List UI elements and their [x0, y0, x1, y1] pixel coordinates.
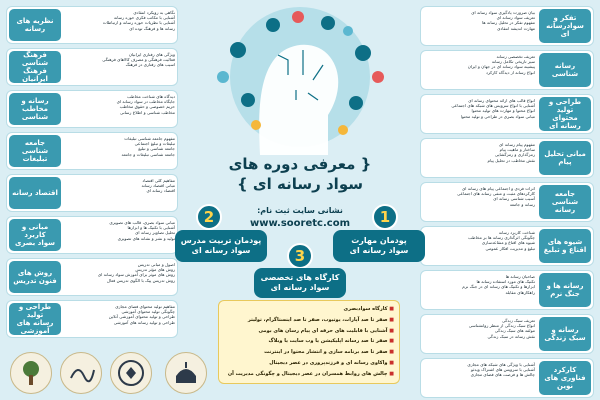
bullet-icon: ■	[387, 349, 394, 356]
topic-line: ساختار و ماهیت پیام	[499, 147, 535, 153]
workshops-panel	[218, 300, 400, 384]
bullet-icon: ■	[387, 370, 394, 377]
topic-line: فعالیت فرهنگی و مصرف کالاهای فرهنگی	[102, 57, 175, 63]
center-graphic	[178, 5, 422, 155]
right-topic-label: مبانی تحلیل پیام	[539, 141, 591, 175]
logo-dome	[165, 352, 207, 394]
workshop-text: واکاوی رسانه ای و فرزندپروری در عصر دیجیتال	[269, 359, 388, 366]
left-topic-8	[6, 300, 178, 338]
right-topic-label: طراحی و تولید محتوای رسانه ای	[539, 97, 591, 131]
topic-line: دیدگاه های شناخت مخاطب	[127, 94, 175, 99]
workshop-text: صفر تا صد برنامه سازی و انتشار محتوا در اینترنت	[264, 349, 388, 356]
right-topic-6	[420, 226, 594, 266]
topic-line: چگونگی تولید محتوای آموزشی	[121, 309, 175, 315]
topic-line: مفهوم تفکر در تحلیل رسانه ها	[482, 20, 535, 26]
workshop-item	[222, 369, 394, 380]
topic-line: انواع رسانه از دیدگاه کارکرد	[485, 69, 535, 75]
logo-seal	[110, 352, 152, 394]
right-topic-label: شیوه های اقناع و تبلیغ	[539, 229, 591, 263]
right-topic-2	[420, 50, 594, 90]
topic-line: اسیب های رفتاری در فرهنگ	[125, 62, 175, 68]
left-topic-lines	[65, 10, 175, 42]
topic-line: تعریف سبک زندگی	[501, 318, 535, 323]
topic-line: مبانی سواد بصری، قالب های تصویری	[109, 220, 175, 225]
left-topic-6	[6, 216, 178, 254]
topic-line: مفاهیم کلی اقتصاد	[142, 178, 175, 183]
right-topic-label: جامعه شناسی رسانه	[539, 185, 591, 219]
workshop-item	[222, 358, 394, 369]
topic-line: آشنایی با سرویس های اشتراک ویدئو	[471, 367, 535, 373]
right-topic-1	[420, 6, 594, 46]
topic-line: تبلیغات و تبلیغ اجتماعی	[134, 141, 175, 147]
left-topic-label: مبانی و کاربرد سواد بصری	[9, 219, 61, 251]
page-title-line2: سواد رسانه ای }	[237, 175, 363, 193]
seal-icon	[116, 358, 146, 388]
left-topic-5	[6, 174, 178, 212]
topic-line: جایگاه مخاطب در سواد رسانه ای	[116, 99, 175, 105]
topic-line: طراحی و تولید محتوای آموزشی آنلاین	[108, 314, 175, 320]
topic-line: شیوه های اقناع و متقاعدسازی	[481, 240, 535, 246]
topic-line: طراحی و تولید رسانه های آموزشی	[113, 319, 175, 325]
bullet-icon: ■	[387, 338, 394, 345]
bullet-icon: ■	[387, 359, 394, 366]
topic-line: نقش رسانه در سبک زندگی	[487, 333, 535, 339]
right-topic-lines	[423, 142, 535, 176]
topic-line: حریم خصوصی و حقوق مخاطب	[119, 104, 175, 110]
logo-tree	[10, 352, 52, 394]
topic-line: آشنایی با انواع سرویس های شبکه های اجتماعی	[451, 103, 535, 109]
topic-line: تعریف تخصصی رسانه	[496, 54, 535, 59]
left-topic-label: رسانه و مخاطب شناسی	[9, 93, 61, 125]
right-topic-label: رسانه و سبک زندگی	[539, 317, 591, 351]
topic-line: انواع سبک زندگی از منظر روانشناسی	[468, 323, 535, 329]
dome-icon	[171, 358, 201, 388]
topic-line: مفهوم پیام رسانه ای	[499, 142, 535, 147]
topic-line: تولید و نشر و نشانه های تصویری	[117, 235, 175, 241]
workshop-text: چالش های روابط همسران در عصر دیجیتال و چگونگی مدیریت آن	[227, 370, 388, 377]
topic-line: راهکارهای مقابله	[505, 289, 535, 295]
topic-line: تحلیل تصاویر رسانه ای	[135, 230, 175, 236]
track-3-number: 3	[287, 243, 313, 269]
bullet-icon: ■	[387, 327, 394, 334]
topic-line: مهارت اندیشه انتقادی	[497, 25, 535, 31]
page-title-line1: { معرفی دوره های	[228, 155, 372, 173]
left-topic-label: طراحی و تولید رسانه های آموزشی	[9, 303, 61, 335]
workshop-text: صفر تا صد رسانه اپلیکیشن یا وب سایت یا وبلاگ	[268, 338, 388, 345]
topic-line: مفهوم جامعه شناسی تبلیغات	[124, 136, 175, 141]
topic-line: بیان ضرورت یادگیری سواد رسانه ای	[471, 10, 535, 15]
topic-line: مولفه های سبک زندگی	[494, 328, 535, 334]
topic-line: اصول و مبانی تدریس	[137, 262, 175, 267]
workshop-text: آشنایی با قابلیت های حرفه ای پیام رسان های بومی	[258, 327, 388, 334]
right-topic-5	[420, 182, 594, 222]
topic-line: انواع محتوا و مهارت های تولید محتوا	[471, 108, 535, 114]
left-topic-label: فرهنگ شناسی فرهنگ ایرانیان	[9, 51, 61, 83]
right-topic-lines	[423, 10, 535, 44]
head-network-illustration	[178, 5, 422, 155]
topic-line: آشنایی با مکاتب فکری حوزه رسانه	[113, 15, 175, 21]
topic-line: روش های مؤثر تدریس	[135, 267, 175, 273]
topic-line: اثرات فردی و اجتماعی پیام های رسانه ای	[462, 186, 535, 191]
left-topic-label: نظریه های رسانه	[9, 9, 61, 41]
left-topic-lines	[65, 304, 175, 336]
left-topic-2	[6, 48, 178, 86]
topic-line: ویژگی های رفتاری ایرانیان	[128, 52, 175, 57]
topic-line: پیشینه سواد رسانه ای در جهان و ایران	[467, 64, 535, 70]
right-topic-label: رسانه شناسی	[539, 53, 591, 87]
topic-line: تعریف سواد رسانه ای	[496, 15, 535, 21]
right-topic-7	[420, 270, 594, 310]
topic-line: جامعه شناسی تبلیغات و جامعه	[121, 151, 175, 157]
topic-line: کارکردهای مثبت و منفی رسانه های اجتماعی	[457, 191, 535, 197]
track-3-title: کارگاه های تخصصی سواد رسانه ای	[254, 268, 346, 298]
register-label: نشانی سایت ثبت نام:	[257, 206, 343, 215]
track-1-title: پودمان مهارت سواد رسانه ای	[333, 230, 425, 262]
topic-line: چالش ها و فرصت های فضای مجازی	[470, 372, 535, 378]
bullet-icon: ■	[387, 306, 394, 312]
topic-line: رسانه ها و فرهنگ توده ای	[129, 25, 175, 31]
track-2-number: 2	[196, 204, 222, 230]
topic-line: تکنیک های مورد استفاده رسانه ها	[476, 279, 535, 285]
topic-line: صاحبان رسانه ها	[505, 274, 535, 279]
topic-line: جامعه شناسی و تبلیغ	[138, 146, 175, 152]
left-topic-lines	[65, 136, 175, 168]
calligraphy-icon	[66, 358, 96, 388]
left-topic-lines	[65, 178, 175, 210]
topic-line: آشنایی با تکنیک ها و ابزارها	[127, 225, 175, 231]
left-topic-label: روش های فنون تدریس	[9, 261, 61, 293]
left-topic-label: جامعه شناسی تبلیغات	[9, 135, 61, 167]
workshop-text: کارگاه سوادبصری	[343, 306, 388, 312]
topic-line: انواع قالب های ارائه محتوای رسانه ای	[468, 98, 535, 103]
workshop-item	[222, 304, 394, 315]
topic-line: تبلیغ و مدیریت افکار عمومی	[485, 245, 535, 251]
workshop-item	[222, 336, 394, 347]
topic-line: روش تدریس پیک با الگوی تدریس فعال	[106, 277, 175, 283]
topic-line: شناخت کاربرد رسانه	[498, 230, 535, 235]
topic-line: نقش مخاطب در تحلیل پیام	[487, 157, 535, 163]
topic-line: رسانه و جامعه	[509, 201, 535, 207]
topic-line: مبانی اقتصاد رسانه	[141, 183, 175, 189]
right-topic-lines	[423, 186, 535, 220]
right-topic-label: تفکر و سوادرسانه ای	[539, 9, 591, 43]
left-topic-1	[6, 6, 178, 44]
left-topic-4	[6, 132, 178, 170]
right-topic-label: رسانه ها و جنگ نرم	[539, 273, 591, 307]
topic-line: نگاهی به رویکرد انتقادی	[133, 10, 175, 15]
topic-line: روش های موثر برای آموزش سواد رسانه ای	[97, 272, 175, 278]
left-topic-lines	[65, 262, 175, 294]
left-topic-3	[6, 90, 178, 128]
topic-line: آسیب شناسی رسانه ای	[493, 196, 535, 202]
track-1-number: 1	[372, 204, 398, 230]
right-topic-lines	[423, 318, 535, 352]
topic-line: چگونگی اثرگذاری رسانه ها بر مخاطب	[468, 235, 535, 241]
workshop-text: صفر تا صد آپارات، یوتیوب، صفر تا صد اینستاگرام، تولیتر	[247, 316, 388, 323]
left-topic-lines	[65, 220, 175, 252]
topic-line: مخاطب شناسی و اطلاع رسانی	[119, 109, 175, 115]
right-topic-4	[420, 138, 594, 178]
topic-line: آشنایی با نظریات حوزه رسانه و ارتباطات	[102, 20, 175, 26]
workshop-item	[222, 347, 394, 358]
topic-line: مبانی سواد بصری در طراحی و تولید محتوا	[460, 113, 535, 119]
website-url[interactable]: www.sooretc.com	[249, 218, 350, 229]
workshop-item	[222, 315, 394, 326]
logo-calligraphy	[60, 352, 102, 394]
left-topic-7	[6, 258, 178, 296]
tree-icon	[16, 358, 46, 388]
right-topic-lines	[423, 98, 535, 132]
right-topic-label: کارکرد فناوری های نوین	[539, 361, 591, 395]
track-2-title: پودمان تربیت مدرس سواد رسانه ای	[175, 230, 267, 262]
topic-line: سیر تاریخی تکامل رسانه	[491, 59, 535, 65]
topic-line: آشنایی با ویژگی های شبکه های مجازی	[467, 362, 535, 367]
right-topic-lines	[423, 54, 535, 88]
bullet-icon: ■	[387, 316, 394, 323]
right-topic-lines	[423, 362, 535, 396]
topic-line: ابزارها و تکنیک های رسانه ای در جنگ نرم	[462, 284, 535, 290]
right-topic-lines	[423, 230, 535, 264]
left-topic-lines	[65, 52, 175, 84]
topic-line: رمزگذاری و رمزگشایی	[494, 152, 535, 158]
workshop-item	[222, 326, 394, 337]
right-topic-3	[420, 94, 594, 134]
left-topic-lines	[65, 94, 175, 126]
right-topic-9	[420, 358, 594, 398]
left-topic-label: اقتصاد رسانه	[9, 177, 61, 209]
topic-line: اقتصاد رسانه ای	[146, 188, 175, 194]
right-topic-lines	[423, 274, 535, 308]
right-topic-8	[420, 314, 594, 354]
topic-line: مفاهیم تولید محتوای فضای مجازی	[115, 304, 175, 309]
